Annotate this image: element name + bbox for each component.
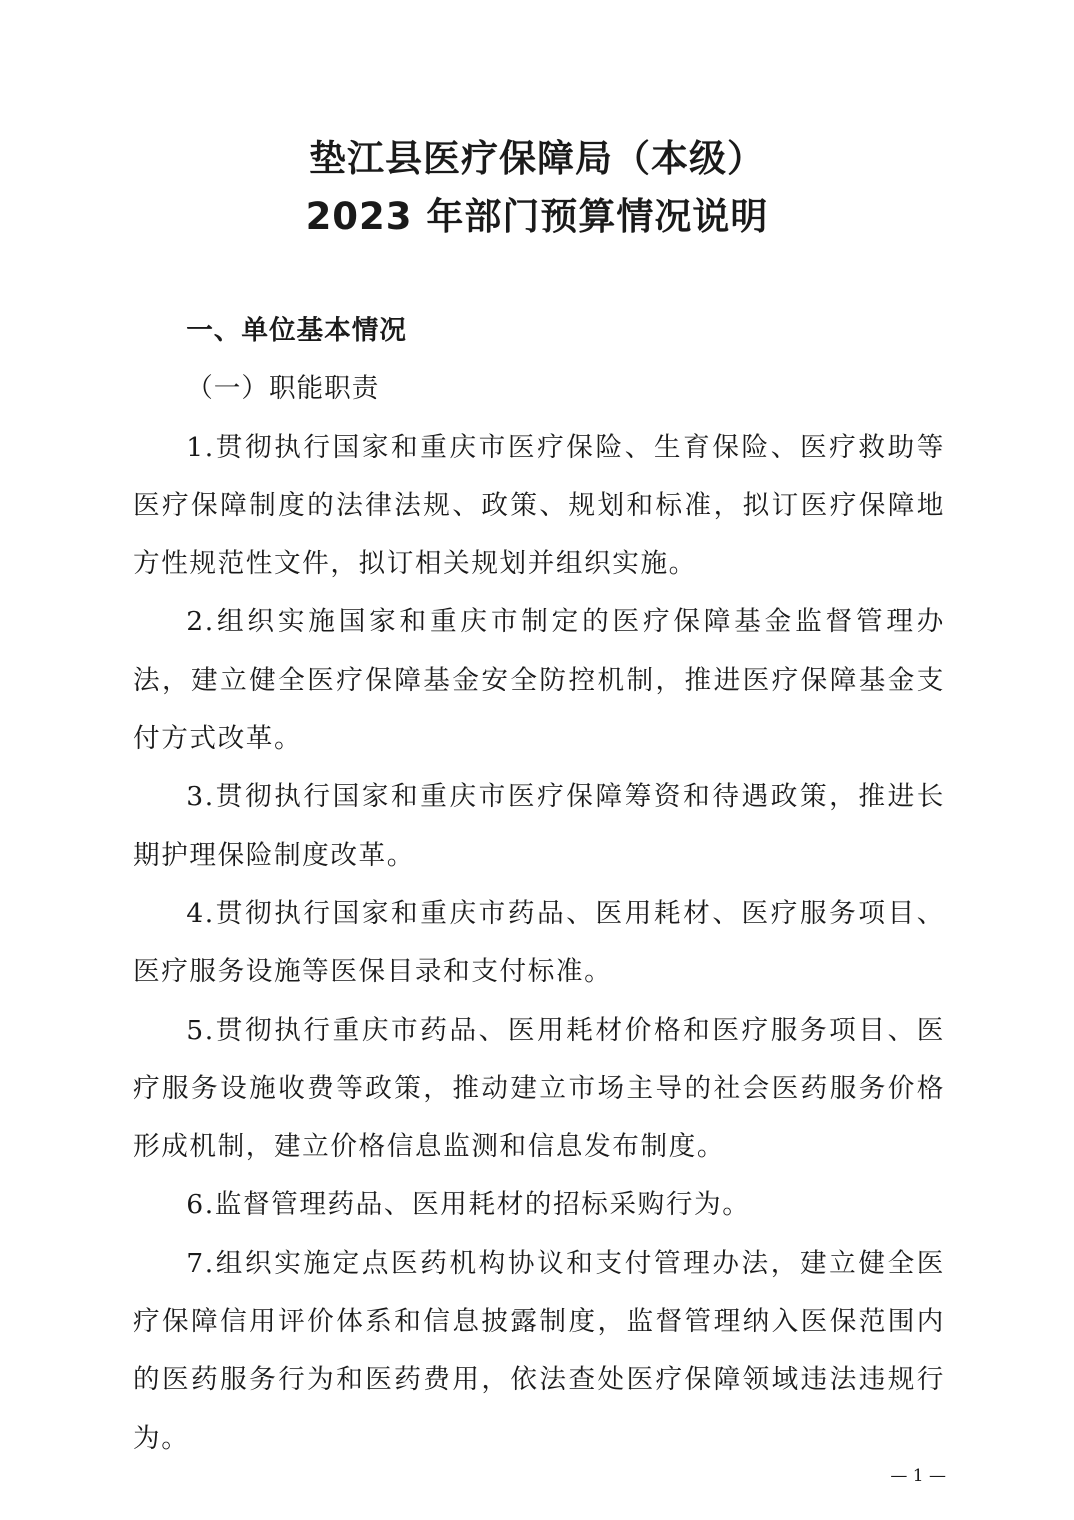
document-title-line-2: 2023 年部门预算情况说明 (305, 195, 769, 238)
duty-item-3: 3.贯彻执行国家和重庆市医疗保障筹资和待遇政策，推进长期护理保险制度改革。 (133, 781, 945, 871)
duty-item-6: 6.监督管理药品、医用耗材的招标采购行为。 (186, 1189, 751, 1221)
page-number: — 1 — (890, 1466, 946, 1486)
duty-item-7: 7.组织实施定点医药机构协议和支付管理办法，建立健全医疗保障信用评价体系和信息披露制度，监督管理纳入医保范围内的医药服务行为和医药费用，依法查处医疗保障领域违法违规行为。 (133, 1247, 945, 1454)
duty-item-2: 2.组织实施国家和重庆市制定的医疗保障基金监督管理办法，建立健全医疗保障基金安全防控机制，推进医疗保障基金支付方式改革。 (133, 606, 945, 755)
duty-item-5: 5.贯彻执行重庆市药品、医用耗材价格和医疗服务项目、医疗服务设施收费等政策，推动建立市场主导的社会医药服务价格形成机制，建立价格信息监测和信息发布制度。 (133, 1014, 945, 1163)
section-subheading: （一）职能职责 (186, 373, 380, 405)
document-title-line-1: 垫江县医疗保障局（本级） (309, 137, 765, 180)
duty-item-4: 4.贯彻执行国家和重庆市药品、医用耗材、医疗服务项目、医疗服务设施等医保目录和支付标准。 (133, 897, 945, 988)
document-body (133, 302, 945, 1468)
duty-item-1: 1.贯彻执行国家和重庆市医疗保险、生育保险、医疗救助等医疗保障制度的法律法规、政策、规划和标准，拟订医疗保障地方性规范性文件，拟订相关规划并组织实施。 (133, 431, 945, 580)
section-heading: 一、单位基本情况 (186, 315, 407, 346)
